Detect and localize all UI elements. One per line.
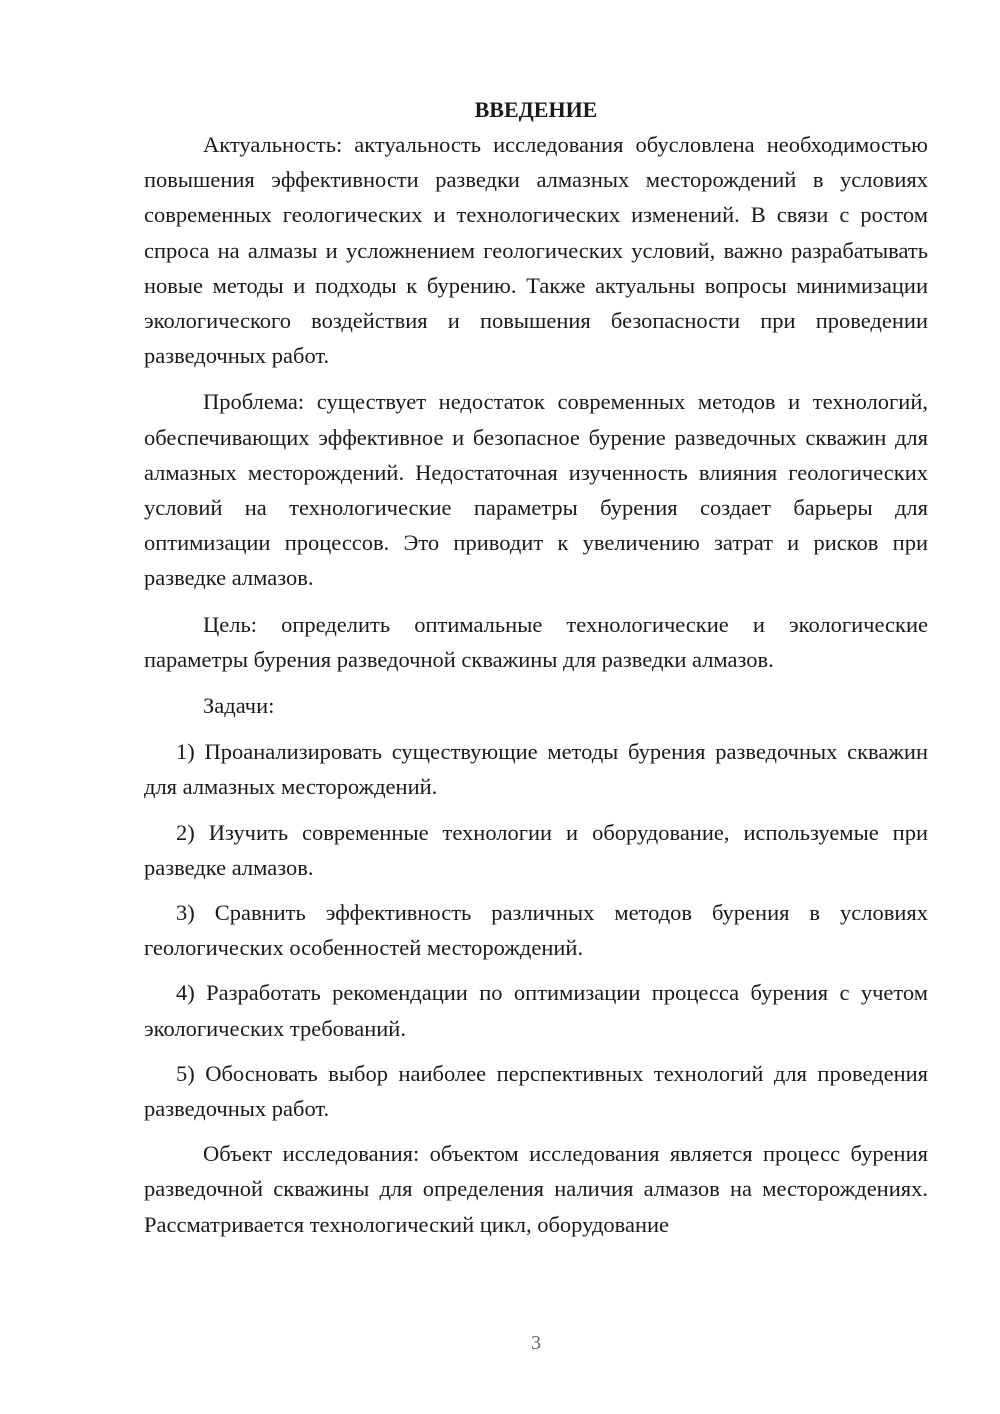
task-item: 1) Проанализировать существующие методы бурения разведочных скважин для алмазных месторождений. (144, 739, 928, 800)
problem-paragraph: Проблема: существует недостаток современных методов и технологий, обеспечивающих эффективное и безопасное бурение разведочных скважин для алмазных месторождений. Недостаточная изученность влияния геологических условий на технологические параметры бурения создает барьеры для оптимизации процессов. Это приводит к увеличению затрат и рисков при разведке алмазов. (144, 389, 928, 591)
task-item: 5) Обосновать выбор наиболее перспективных технологий для проведения разведочных работ. (144, 1060, 928, 1122)
task-item: 4) Разработать рекомендации по оптимизации процесса бурения с учетом экологических требований. (144, 980, 928, 1041)
tasks-heading: Задачи: (203, 693, 275, 719)
page-number: 3 (531, 1332, 541, 1354)
document-body (144, 92, 928, 1253)
task-item: 2) Изучить современные технологии и оборудование, используемые при разведке алмазов. (144, 819, 928, 880)
section-heading: ВВЕДЕНИЕ (474, 97, 598, 122)
object-paragraph: Объект исследования: объектом исследования является процесс бурения разведочной скважины для определения наличия алмазов на месторождениях. Рассматривается технологический цикл, оборудование (144, 1141, 928, 1237)
task-item: 3) Сравнить эффективность различных методов бурения в условиях геологических особенностей месторождений. (144, 900, 928, 961)
relevance-paragraph: Актуальность: актуальность исследования обусловлена необходимостью повышения эффективности разведки алмазных месторождений в условиях современных геологических и технологических изменений. В связи с ростом спроса на алмазы и усложнением геологических условий, важно разрабатывать новые методы и подходы к бурению. Также актуальны вопросы минимизации экологического воздействия и повышения безопасности при проведении разведочных работ. (144, 132, 928, 369)
goal-paragraph: Цель: определить оптимальные технологические и экологические параметры бурения разведочной скважины для разведки алмазов. (144, 611, 928, 672)
